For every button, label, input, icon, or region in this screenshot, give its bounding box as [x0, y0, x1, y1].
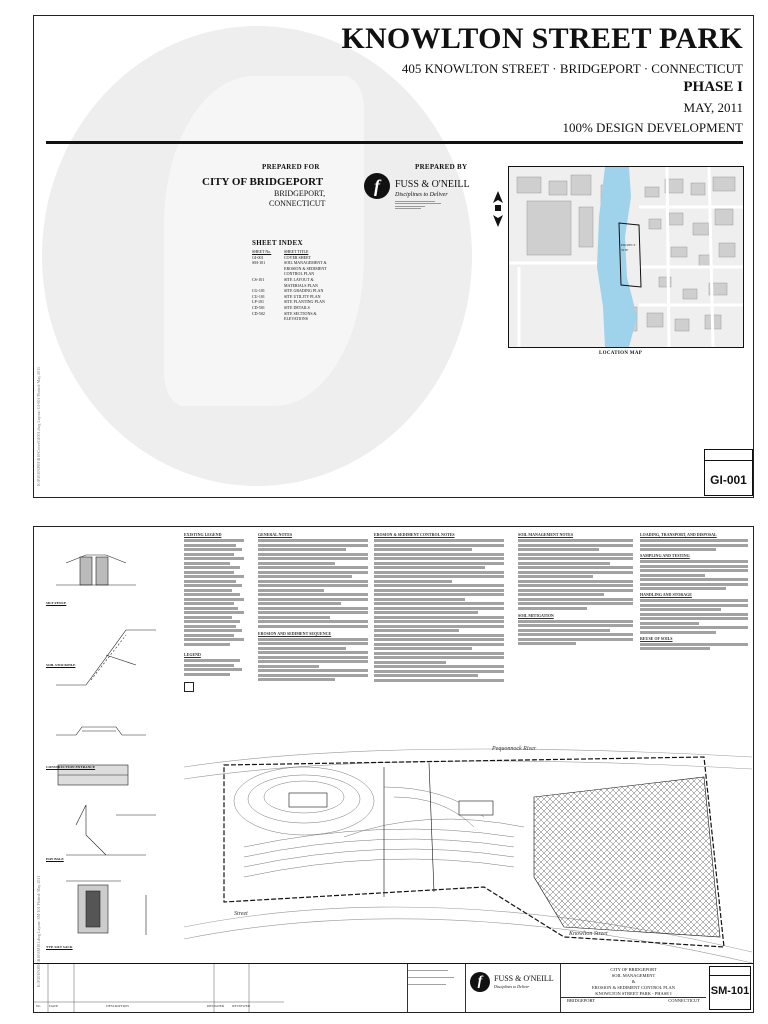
sheet-index-header: SHEET No. SHEET TITLE — [252, 249, 309, 254]
sheet-index-row: CU-101 SITE UTILITY PLAN — [252, 293, 321, 299]
client-state: CONNECTICUT — [269, 199, 326, 208]
firm-address-block — [395, 199, 455, 211]
sheet-index-row: CS-101 SITE LAYOUT & MATERIALS PLAN — [252, 276, 318, 288]
proposed-legend: LEGEND — [184, 653, 252, 692]
soil-management-notes: SOIL MANAGEMENT NOTES SOIL MITIGATION — [518, 533, 633, 647]
sheet-index-row: SM-101 SOIL MANAGEMENT & EROSION & SEDIMENT CONTROL PLAN — [252, 260, 327, 277]
north-arrow-icon — [492, 191, 504, 227]
location-map-drawing — [509, 167, 743, 347]
firm-tagline: Disciplines to Deliver — [494, 984, 530, 989]
erosion-control-notes: EROSION & SEDIMENT CONTROL NOTES — [374, 533, 504, 683]
title-rule — [46, 141, 743, 144]
tb-client: CITY OF BRIDGEPORT — [610, 967, 657, 972]
project-title: KNOWLTON STREET PARK — [341, 22, 743, 55]
river-label: Pequonnock River — [492, 746, 537, 752]
client-city: BRIDGEPORT, — [274, 189, 326, 198]
knowlton-street-label: Knowlton Street — [569, 931, 608, 937]
prepared-for-label: PREPARED FOR — [262, 163, 320, 171]
firm-name: FUSS & O'NEILL — [395, 179, 470, 190]
revision-headers: No. DATE DESCRIPTION DESIGNER REVIEWER — [36, 1004, 251, 1008]
sheet-index-row: CD-502 SITE SECTIONS & ELEVATIONS — [252, 310, 317, 322]
sheet-index-heading: SHEET INDEX — [252, 239, 303, 247]
detail-caption: SOIL STOCKPILE — [46, 663, 76, 667]
stamp-area — [407, 964, 466, 1012]
general-notes: GENERAL NOTES EROSION AND SEDIMENT SEQUENCE — [258, 533, 368, 683]
prepared-by-label: PREPARED BY — [415, 163, 468, 171]
project-date: MAY, 2011 — [683, 100, 743, 115]
soil-management-sheet — [33, 526, 754, 1013]
loading-transport-notes: LOADING, TRANSPORT, AND DISPOSAL SAMPLING AND TESTING HANDLING AND STORAGE REUSE OF SOILS — [640, 533, 748, 652]
detail-caption: TYP. SILT SACK — [46, 945, 73, 949]
firm-logo-icon: f — [470, 972, 490, 992]
tb-state: CONNECTICUT — [668, 998, 700, 1003]
tb-plan-line3: EROSION & SEDIMENT CONTROL PLAN — [591, 985, 675, 990]
sheet-index-row: CG-101 SITE GRADING PLAN — [252, 288, 324, 294]
tb-city: BRIDGEPORT — [567, 998, 595, 1003]
sheet-number-2: SM-101 — [710, 985, 750, 997]
existing-legend: EXISTING LEGEND — [184, 533, 252, 647]
detail-caption: CONSTRUCTION ENTRANCE — [46, 765, 96, 769]
sheet-index-table — [252, 249, 334, 322]
cover-sheet — [33, 15, 754, 498]
sheet-number-box — [704, 449, 753, 496]
sheet-index-row: LP-101 SITE PLANTING PLAN — [252, 299, 325, 305]
firm-tagline: Disciplines to Deliver — [395, 192, 448, 198]
location-map — [508, 166, 744, 348]
title-block — [34, 963, 753, 1012]
sheet-number: GI-001 — [710, 473, 747, 487]
tb-plan-line2: & — [631, 979, 636, 984]
street-label: Street — [234, 911, 248, 917]
firm-block — [465, 964, 561, 1012]
tb-plan-line1: SOIL MANAGEMENT — [611, 973, 656, 978]
revision-table — [34, 964, 284, 1012]
project-address: 405 KNOWLTON STREET · BRIDGEPORT · CONNECTICUT — [401, 61, 743, 76]
tb-project: KNOWLTON STREET PARK - PHASE I — [595, 991, 672, 996]
margin-file-path: K:\P2010\0891\B10\Cover\GI001.dwg Layout: GI-001 Plotted: May 2011 — [36, 367, 41, 486]
sheet-index-row: CD-501 SITE DETAILS — [252, 304, 310, 310]
client-name: CITY OF BRIDGEPORT — [202, 176, 324, 188]
project-phase: PHASE I — [683, 79, 743, 95]
sheet-number-box-2 — [709, 966, 751, 1010]
detail-caption: HAY BALE — [46, 857, 64, 861]
firm-logo-icon: f — [364, 173, 390, 199]
location-map-caption: LOCATION MAP — [599, 351, 643, 356]
project-status: 100% DESIGN DEVELOPMENT — [562, 120, 743, 135]
detail-caption: SILT FENCE — [46, 601, 67, 605]
project-site-label: PROJECT SITE — [621, 243, 636, 252]
firm-name: FUSS & O'NEILL — [494, 974, 554, 983]
site-plan — [184, 727, 752, 963]
details-column — [46, 535, 176, 955]
drawing-title-block — [560, 964, 706, 1012]
margin-file-path-2: K:\P2010\0891\B10\SM101.dwg Layout: SM-101 Plotted: May 2011 — [36, 875, 41, 987]
sheet-index-row: GI-001 COVER SHEET — [252, 254, 311, 260]
